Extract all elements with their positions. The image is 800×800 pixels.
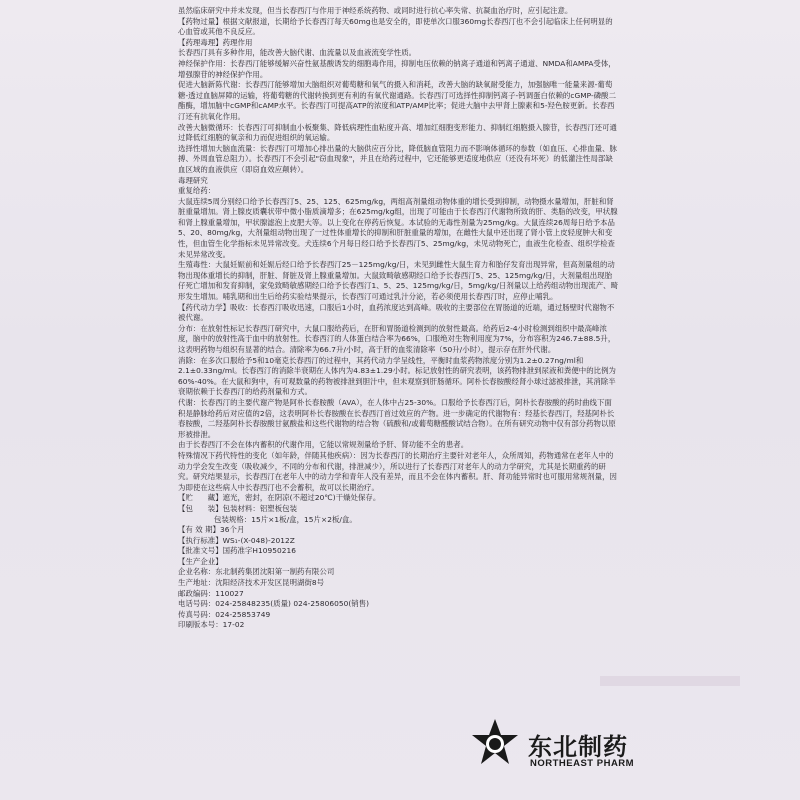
company-heading: 【生产企业】 (178, 556, 223, 566)
paragraph: 生殖毒性：大鼠妊娠前和妊娠后经口给予长春西汀25－125mg/kg/日，未见到雌性大鼠生育力和胎仔发育出现异常，但高剂量组的动物出现体重增长的抑制，肝脏、肾脏及肾上腺重量增加。大鼠致畸敏感期经口给予长春西汀5、25、125mg/kg/日，大剂量组出现胎仔死亡增加和发育抑制，家兔致畸敏感期经口给予长春西汀1、5、25、125mg/kg/日，5mg/kg/日剂量以上给药组动物出现流产、畸形发生增加。哺乳期和出生后给药实验结果提示，长春西汀可通过乳汁分泌，若必须使用长春西汀时，应停止哺乳。 (178, 260, 619, 302)
section-heading: 【药理毒理】药理作用 (178, 37, 253, 47)
paragraph: 长春西汀具有多种作用，能改善大脑代谢、血流量以及血液流变学性质。 (178, 48, 417, 58)
paragraph: 【药代动力学】吸收：长春西汀吸收迅速，口服后1小时，血药浓度达到高峰。吸收的主要部位在胃肠道的近端，通过肠壁时代谢物不被代谢。 (178, 302, 615, 323)
paragraph: 大鼠连续5周分别经口给予长春西汀5、25、125、625mg/kg，两组高剂量组动物体重的增长受到抑制，动物摄水量增加，肝脏和肾脏重量增加。肾上腺皮质囊状带中微小脂质滴增多；在625mg/kg组，出现了可能由于长春西汀代谢物所致的肝、类脂的改变，甲状腺和肾上腺重量增加，甲状腺滤泡上皮肥大等。以上变化在停药后恢复。本试验的无毒性剂量为25mg/kg。大鼠连续26周每日给予本品5、20、80mg/kg，大剂量组动物出现了一过性体重增长的抑制和肝脏重量的增加，在雌性大鼠中还出现了肾小管上皮轻度肿大和变性，但血管生化学指标未见异常改变。犬连续6个月每日经口给予长春西汀5、25mg/kg，未见动物死亡，血液生化检查、组织学检查未见异常改变。 (178, 196, 618, 259)
company-name: 企业名称：东北制药集团沈阳第一制药有限公司 (178, 567, 335, 577)
phone-line: 电话号码：024-25848235(质量) 024-25806050(销售) (178, 599, 370, 609)
paragraph: 消除：在多次口服给予5和10毫克长春西汀的过程中，其药代动力学呈线性，平衡时血浆药物浓度分别为1.2±0.27ng/ml和2.1±0.33ng/ml。长春西汀的消除半衰期在人体内为4.83±1.29小时。标记放射性的研究表明，该药物排泄到尿液和粪便中的比例为60%-40%。在大鼠和狗中，有可观数量的药物被排泄到胆汁中，但未观察到肝肠循环。阿朴长春胺酸经肾小球过滤被排泄，其消除半衰期依赖于长春西汀的给药剂量和方式。 (178, 355, 616, 397)
paragraph: 【药物过量】根据文献报道，长期给予长春西汀每天60mg也是安全的，即使单次口服360mg长春西汀也不会引起临床上任何明显的心血管或其他不良反应。 (178, 16, 613, 37)
company-address: 生产地址：沈阳经济技术开发区昆明湖街8号 (178, 578, 325, 588)
paragraph: 改善大脑微循环：长春西汀可抑制血小板聚集、降低病理性血粘度升高、增加红细胞变形能力、抑制红细胞摄入腺苷，长春西汀还可通过降低红细胞的氧亲和力而促进组织的氧运输。 (178, 122, 618, 143)
storage-line: 【贮 藏】遮光，密封，在阴凉(不超过20℃)干燥处保存。 (178, 493, 381, 503)
logo-chinese-name: 东北制药 (528, 733, 628, 761)
paragraph: 神经保护作用：长春西汀能够缓解兴奋性氨基酸诱发的细胞毒作用，抑制电压依赖的钠离子通道和钙离子通道、NMDA和AMPA受体，增强腺苷的神经保护作用。 (178, 58, 616, 79)
print-version-line: 印刷版本号：17-02 (178, 620, 245, 630)
package-line: 【包 装】包装材料：铝塑板包装 (178, 503, 298, 513)
faint-stamp-mark (600, 676, 740, 686)
paragraph: 由于长春西汀不会在体内蓄积的代谢作用，它能以常规剂量给予肝、肾功能不全的患者。 (178, 440, 469, 450)
section-heading: 重复给药： (178, 186, 216, 196)
paragraph: 代谢：长春西汀的主要代谢产物是阿朴长春胺酸（AVA），在人体中占25-30%。口服给予长春西汀后，阿朴长春胺酸的药时曲线下面积是静脉给药后对应值的2倍，这表明阿朴长春胺酸在长春西汀首过效应的产物。进一步确定的代谢物有：羟基长春西汀，羟基阿朴长春胺酸，二羟基阿朴长春胺酸甘氨酸盐和这些代谢物的结合物（硫酸和/或葡萄糖醛酸试结合物）。在所有研究动物中仅有部分药物以原形被排泄。 (178, 397, 616, 439)
paragraph: 促进大脑新陈代谢：长春西汀能够增加大脑组织对葡萄糖和氧气的摄入和消耗，改善大脑的缺氧耐受能力，加强脑唯一能量来源-葡萄糖-透过血脑屏障的运输，将葡萄糖的代谢转换到更有利的有氧代谢通路。长春西汀可选择性抑制钙离子-钙调蛋白依赖的cGMP-磷酸二酯酶，增加脑中cGMP和cAMP水平。长春西汀可提高ATP的浓度和ATP/AMP比率；促进大脑中去甲肾上腺素和5-羟色胺更新。长春西汀还有抗氧化作用。 (178, 80, 617, 121)
approval-line: 【批准文号】国药准字H10950216 (178, 546, 297, 556)
company-logo (470, 718, 770, 794)
fax-line: 传真号码：024-25853749 (178, 609, 271, 619)
postcode-line: 邮政编码：110027 (178, 588, 244, 598)
insert-text-block (178, 6, 618, 631)
paragraph: 选择性增加大脑血流量：长春西汀可增加心排出量的大脑供应百分比，降低脑血管阻力而不影响体循环的参数（如血压、心排血量、脉搏、外周血管总阻力）。长春西汀不会引起"窃血现象"，并且在给药过程中，它还能够更适度地供应（还没有坏死）的低灌注性局部缺血区域的血液供应（即窃血效应颠转）。 (178, 143, 618, 174)
package-spec-line: 包装规格：15片×1板/盒，15片×2板/盒。 (214, 514, 357, 524)
logo-english-name: NORTHEAST PHARM (530, 758, 635, 769)
validity-line: 【有 效 期】36个月 (178, 525, 245, 535)
section-heading: 毒理研究 (178, 175, 208, 185)
star-emblem-icon (470, 718, 520, 768)
paragraph: 虽然临床研究中并未发现，但当长春西汀与作用于神经系统药物、或同时进行抗心率失常、抗凝血治疗时，应引起注意。 (178, 6, 573, 15)
paragraph: 分布：在放射性标记长春西汀研究中，大鼠口服给药后，在肝和胃肠道检测到的放射性最高。给药后2-4小时检测到组织中最高峰浓度，脑中的放射性高于血中的放射性。长春西汀的人体蛋白结合率为66%，口服绝对生物利用度为7%，分布容积为246.7±88.5升，这表明药物与组织有显著的结合。清除率为66.7升/小时，高于肝的血浆清除率（50升/小时），提示存在肝外代谢。 (178, 323, 616, 354)
paragraph: 特殊情况下药代特性的变化（如年龄，伴随其他疾病）：因为长春西汀的长期治疗主要针对老年人，众所周知，药物通常在老年人中的动力学会发生改变（吸收减少，不同的分布和代谢，排泄减少），所以进行了长春西汀对老年人的动力学研究，尤其是长期重药的研究。研究结果显示，长春西汀在老年人中的动力学和青年人没有差异，而且不会在体内蓄积。肝、肾功能异常时也可服用常规剂量，因为即使在这些病人中长春西汀也不会蓄积，故可以长期治疗。 (178, 450, 618, 492)
standard-line: 【执行标准】WS₁-(X-048)-2012Z (178, 535, 295, 545)
